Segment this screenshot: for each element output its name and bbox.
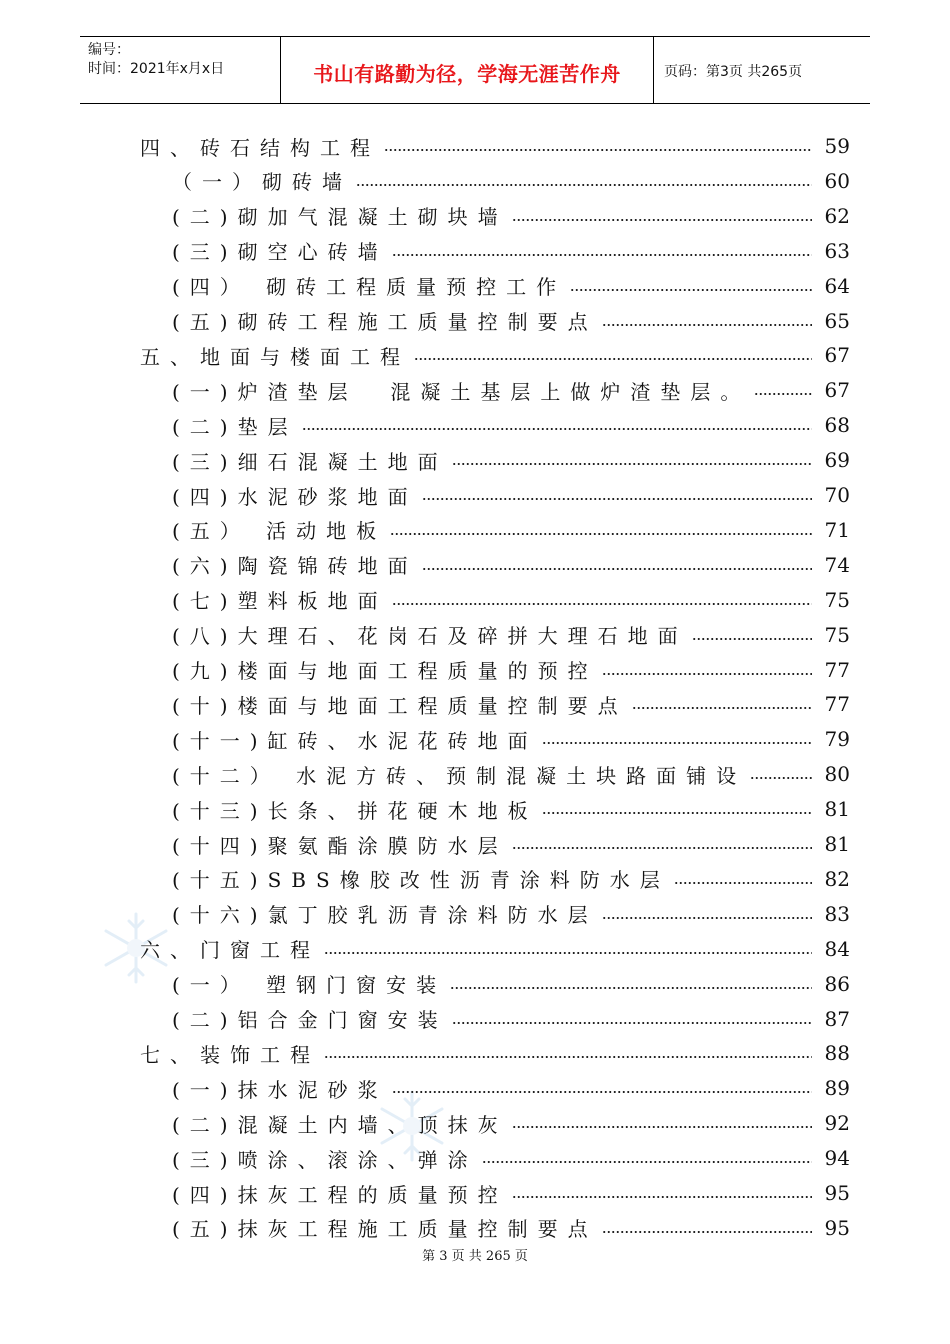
toc-entry-label: (二)砌加气混凝土砌块墙 bbox=[172, 205, 508, 230]
toc-entry-label: (二)混凝土内墙、顶抹灰 bbox=[172, 1112, 508, 1137]
dot-leader bbox=[390, 533, 812, 535]
dot-leader bbox=[324, 952, 812, 954]
toc-entry[interactable] bbox=[172, 722, 850, 756]
toc-entry[interactable] bbox=[172, 373, 850, 407]
dot-leader bbox=[324, 1056, 812, 1058]
toc-page-number: 84 bbox=[824, 936, 850, 961]
toc-entry[interactable] bbox=[172, 862, 850, 896]
toc-page-number: 89 bbox=[824, 1076, 850, 1101]
toc-entry-label: (三)细石混凝土地面 bbox=[172, 449, 448, 474]
toc-entry-label: (五)砌砖工程施工质量控制要点 bbox=[172, 310, 598, 334]
toc-entry-label: （一）砌砖墙 bbox=[172, 170, 352, 195]
toc-entry[interactable] bbox=[140, 129, 850, 163]
toc-page-number: 80 bbox=[824, 762, 850, 787]
toc-entry-label: (十三)长条、拼花硬木地板 bbox=[172, 798, 538, 823]
toc-entry[interactable] bbox=[172, 653, 850, 687]
dot-leader bbox=[392, 254, 812, 256]
motto: 书山有路勤为径，学海无涯苦作舟 bbox=[313, 62, 621, 86]
dot-leader bbox=[602, 1231, 812, 1233]
toc-entry-label: (一)抹水泥砂浆 bbox=[172, 1077, 388, 1102]
toc-entry-label: (十一)缸砖、水泥花砖地面 bbox=[172, 728, 538, 753]
toc-entry-label: (一） 塑钢门窗安装 bbox=[172, 973, 447, 998]
toc-page-number: 71 bbox=[824, 517, 850, 542]
toc-entry-label: (四） 砌砖工程质量预控工作 bbox=[172, 275, 567, 300]
date-text: 时间：2021年x月x日 bbox=[88, 61, 225, 77]
toc-entry-label: 七、装饰工程 bbox=[140, 1042, 320, 1067]
dot-leader bbox=[302, 428, 812, 430]
dot-leader bbox=[450, 987, 812, 989]
toc-entry[interactable] bbox=[172, 304, 850, 338]
toc-page-number: 86 bbox=[824, 971, 850, 996]
toc-entry-label: (十二） 水泥方砖、预制混凝土块路面铺设 bbox=[172, 763, 747, 788]
toc-entry-label: (十)楼面与地面工程质量控制要点 bbox=[172, 693, 628, 718]
toc-entry[interactable] bbox=[172, 1002, 850, 1036]
toc-page-number: 65 bbox=[824, 308, 850, 333]
toc-page-number: 87 bbox=[824, 1006, 850, 1031]
toc-entry[interactable] bbox=[172, 408, 850, 442]
toc-page-number: 63 bbox=[824, 238, 850, 263]
toc-entry-label: (五） 活动地板 bbox=[172, 519, 387, 544]
toc-entry[interactable] bbox=[172, 757, 850, 791]
toc-entry[interactable] bbox=[172, 687, 850, 721]
page-info: 页码：第3页 共265页 bbox=[664, 64, 803, 80]
dot-leader bbox=[422, 568, 812, 570]
toc-entry-label: 六、门窗工程 bbox=[140, 938, 320, 963]
toc-page-number: 59 bbox=[824, 134, 850, 158]
toc-page-number: 77 bbox=[824, 657, 850, 682]
dot-leader bbox=[602, 917, 812, 919]
header-page-cell bbox=[654, 37, 870, 103]
dot-leader bbox=[422, 498, 812, 500]
page-header bbox=[80, 36, 870, 104]
toc-entry[interactable] bbox=[172, 792, 850, 826]
toc-entry[interactable] bbox=[172, 897, 850, 931]
toc-entry-label: (一)炉渣垫层 混凝土基层上做炉渣垫层。 bbox=[172, 379, 751, 404]
toc-entry-label: (四)抹灰工程的质量预控 bbox=[172, 1182, 508, 1207]
toc-entry[interactable] bbox=[172, 1176, 850, 1210]
dot-leader bbox=[542, 742, 812, 744]
toc-entry[interactable] bbox=[140, 932, 850, 966]
toc-entry[interactable] bbox=[172, 1211, 850, 1245]
dot-leader bbox=[452, 1022, 812, 1024]
toc-entry-label: (五)抹灰工程施工质量控制要点 bbox=[172, 1217, 598, 1242]
toc-entry-label: (七)塑料板地面 bbox=[172, 589, 388, 614]
toc-entry-label: (四)水泥砂浆地面 bbox=[172, 484, 418, 509]
dot-leader bbox=[542, 812, 812, 814]
dot-leader bbox=[392, 1091, 812, 1093]
toc-page-number: 94 bbox=[824, 1146, 850, 1171]
toc-page-number: 75 bbox=[824, 622, 850, 647]
toc-entry-label: (三)砌空心砖墙 bbox=[172, 240, 388, 265]
toc-entry[interactable] bbox=[172, 967, 850, 1001]
toc-page-number: 67 bbox=[824, 378, 850, 403]
toc-entry[interactable] bbox=[172, 269, 850, 303]
toc-entry[interactable] bbox=[172, 443, 850, 477]
toc-page-number: 81 bbox=[824, 832, 850, 856]
toc-entry[interactable] bbox=[172, 164, 850, 198]
toc-page-number: 83 bbox=[824, 901, 850, 926]
toc-page-number: 95 bbox=[824, 1215, 850, 1240]
dot-leader bbox=[692, 638, 812, 640]
toc-entry[interactable] bbox=[172, 618, 850, 652]
toc-entry-label: (二)铝合金门窗安装 bbox=[172, 1008, 448, 1032]
toc-entry-label: (十六)氯丁胶乳沥青涂料防水层 bbox=[172, 903, 598, 928]
toc-entry-label: (二)垫层 bbox=[172, 414, 298, 439]
dot-leader bbox=[452, 463, 812, 465]
serial-label: 编号： bbox=[88, 42, 130, 58]
dot-leader bbox=[384, 149, 812, 151]
dot-leader bbox=[356, 184, 812, 186]
dot-leader bbox=[392, 603, 812, 605]
dot-leader bbox=[512, 219, 812, 221]
toc-page-number: 77 bbox=[824, 692, 850, 717]
dot-leader bbox=[602, 324, 812, 326]
header-meta-cell bbox=[80, 37, 281, 103]
toc-page-number: 67 bbox=[824, 343, 850, 368]
dot-leader bbox=[414, 358, 812, 360]
toc-page-number: 82 bbox=[824, 866, 850, 891]
toc-entry-label: 四、砖石结构工程 bbox=[140, 135, 380, 160]
dot-leader bbox=[602, 673, 812, 675]
toc-page-number: 74 bbox=[824, 552, 850, 577]
dot-leader bbox=[512, 1126, 812, 1128]
toc-entry[interactable] bbox=[172, 1141, 850, 1175]
toc-page-number: 64 bbox=[824, 273, 850, 298]
toc-page-number: 75 bbox=[824, 587, 850, 612]
toc-page-number: 81 bbox=[824, 797, 850, 822]
toc-page-number: 95 bbox=[824, 1181, 850, 1205]
page-footer: 第 3 页 共 265 页 bbox=[422, 1249, 528, 1264]
toc-entry-label: 五、地面与楼面工程 bbox=[140, 344, 410, 369]
toc-entry[interactable] bbox=[172, 583, 850, 617]
toc-page-number: 68 bbox=[824, 413, 850, 438]
toc-entry[interactable] bbox=[172, 1106, 850, 1140]
toc-page-number: 79 bbox=[824, 727, 850, 752]
toc-page-number: 92 bbox=[824, 1111, 850, 1136]
dot-leader bbox=[570, 289, 812, 291]
toc-entry-label: (八)大理石、花岗石及碎拼大理石地面 bbox=[172, 624, 688, 649]
dot-leader bbox=[750, 777, 812, 779]
toc-entry-label: (九)楼面与地面工程质量的预控 bbox=[172, 659, 598, 683]
header-motto-cell bbox=[281, 37, 654, 103]
dot-leader bbox=[674, 882, 812, 884]
toc-page-number: 88 bbox=[824, 1041, 850, 1066]
dot-leader bbox=[754, 393, 812, 395]
toc-entry[interactable] bbox=[172, 1071, 850, 1105]
toc-entry[interactable] bbox=[172, 478, 850, 512]
dot-leader bbox=[482, 1161, 812, 1163]
toc-entry-label: (三)喷涂、滚涂、弹涂 bbox=[172, 1147, 478, 1172]
dot-leader bbox=[512, 1196, 812, 1198]
toc-entry-label: (十五)SBS橡胶改性沥青涂料防水层 bbox=[172, 868, 670, 893]
toc-entry[interactable] bbox=[172, 199, 850, 233]
dot-leader bbox=[632, 707, 812, 709]
toc-entry[interactable] bbox=[140, 1036, 850, 1070]
toc-entry[interactable] bbox=[172, 827, 850, 861]
toc-page-number: 69 bbox=[824, 448, 850, 473]
toc-entry[interactable] bbox=[172, 513, 850, 547]
toc-page-number: 62 bbox=[824, 203, 850, 228]
toc-entry[interactable] bbox=[140, 338, 850, 372]
toc-entry-label: (六)陶瓷锦砖地面 bbox=[172, 554, 418, 579]
toc-entry[interactable] bbox=[172, 234, 850, 268]
toc-entry-label: (十四)聚氨酯涂膜防水层 bbox=[172, 833, 508, 858]
toc-page-number: 60 bbox=[824, 168, 850, 193]
toc-page-number: 70 bbox=[824, 483, 850, 507]
dot-leader bbox=[512, 847, 812, 849]
toc-entry[interactable] bbox=[172, 548, 850, 582]
